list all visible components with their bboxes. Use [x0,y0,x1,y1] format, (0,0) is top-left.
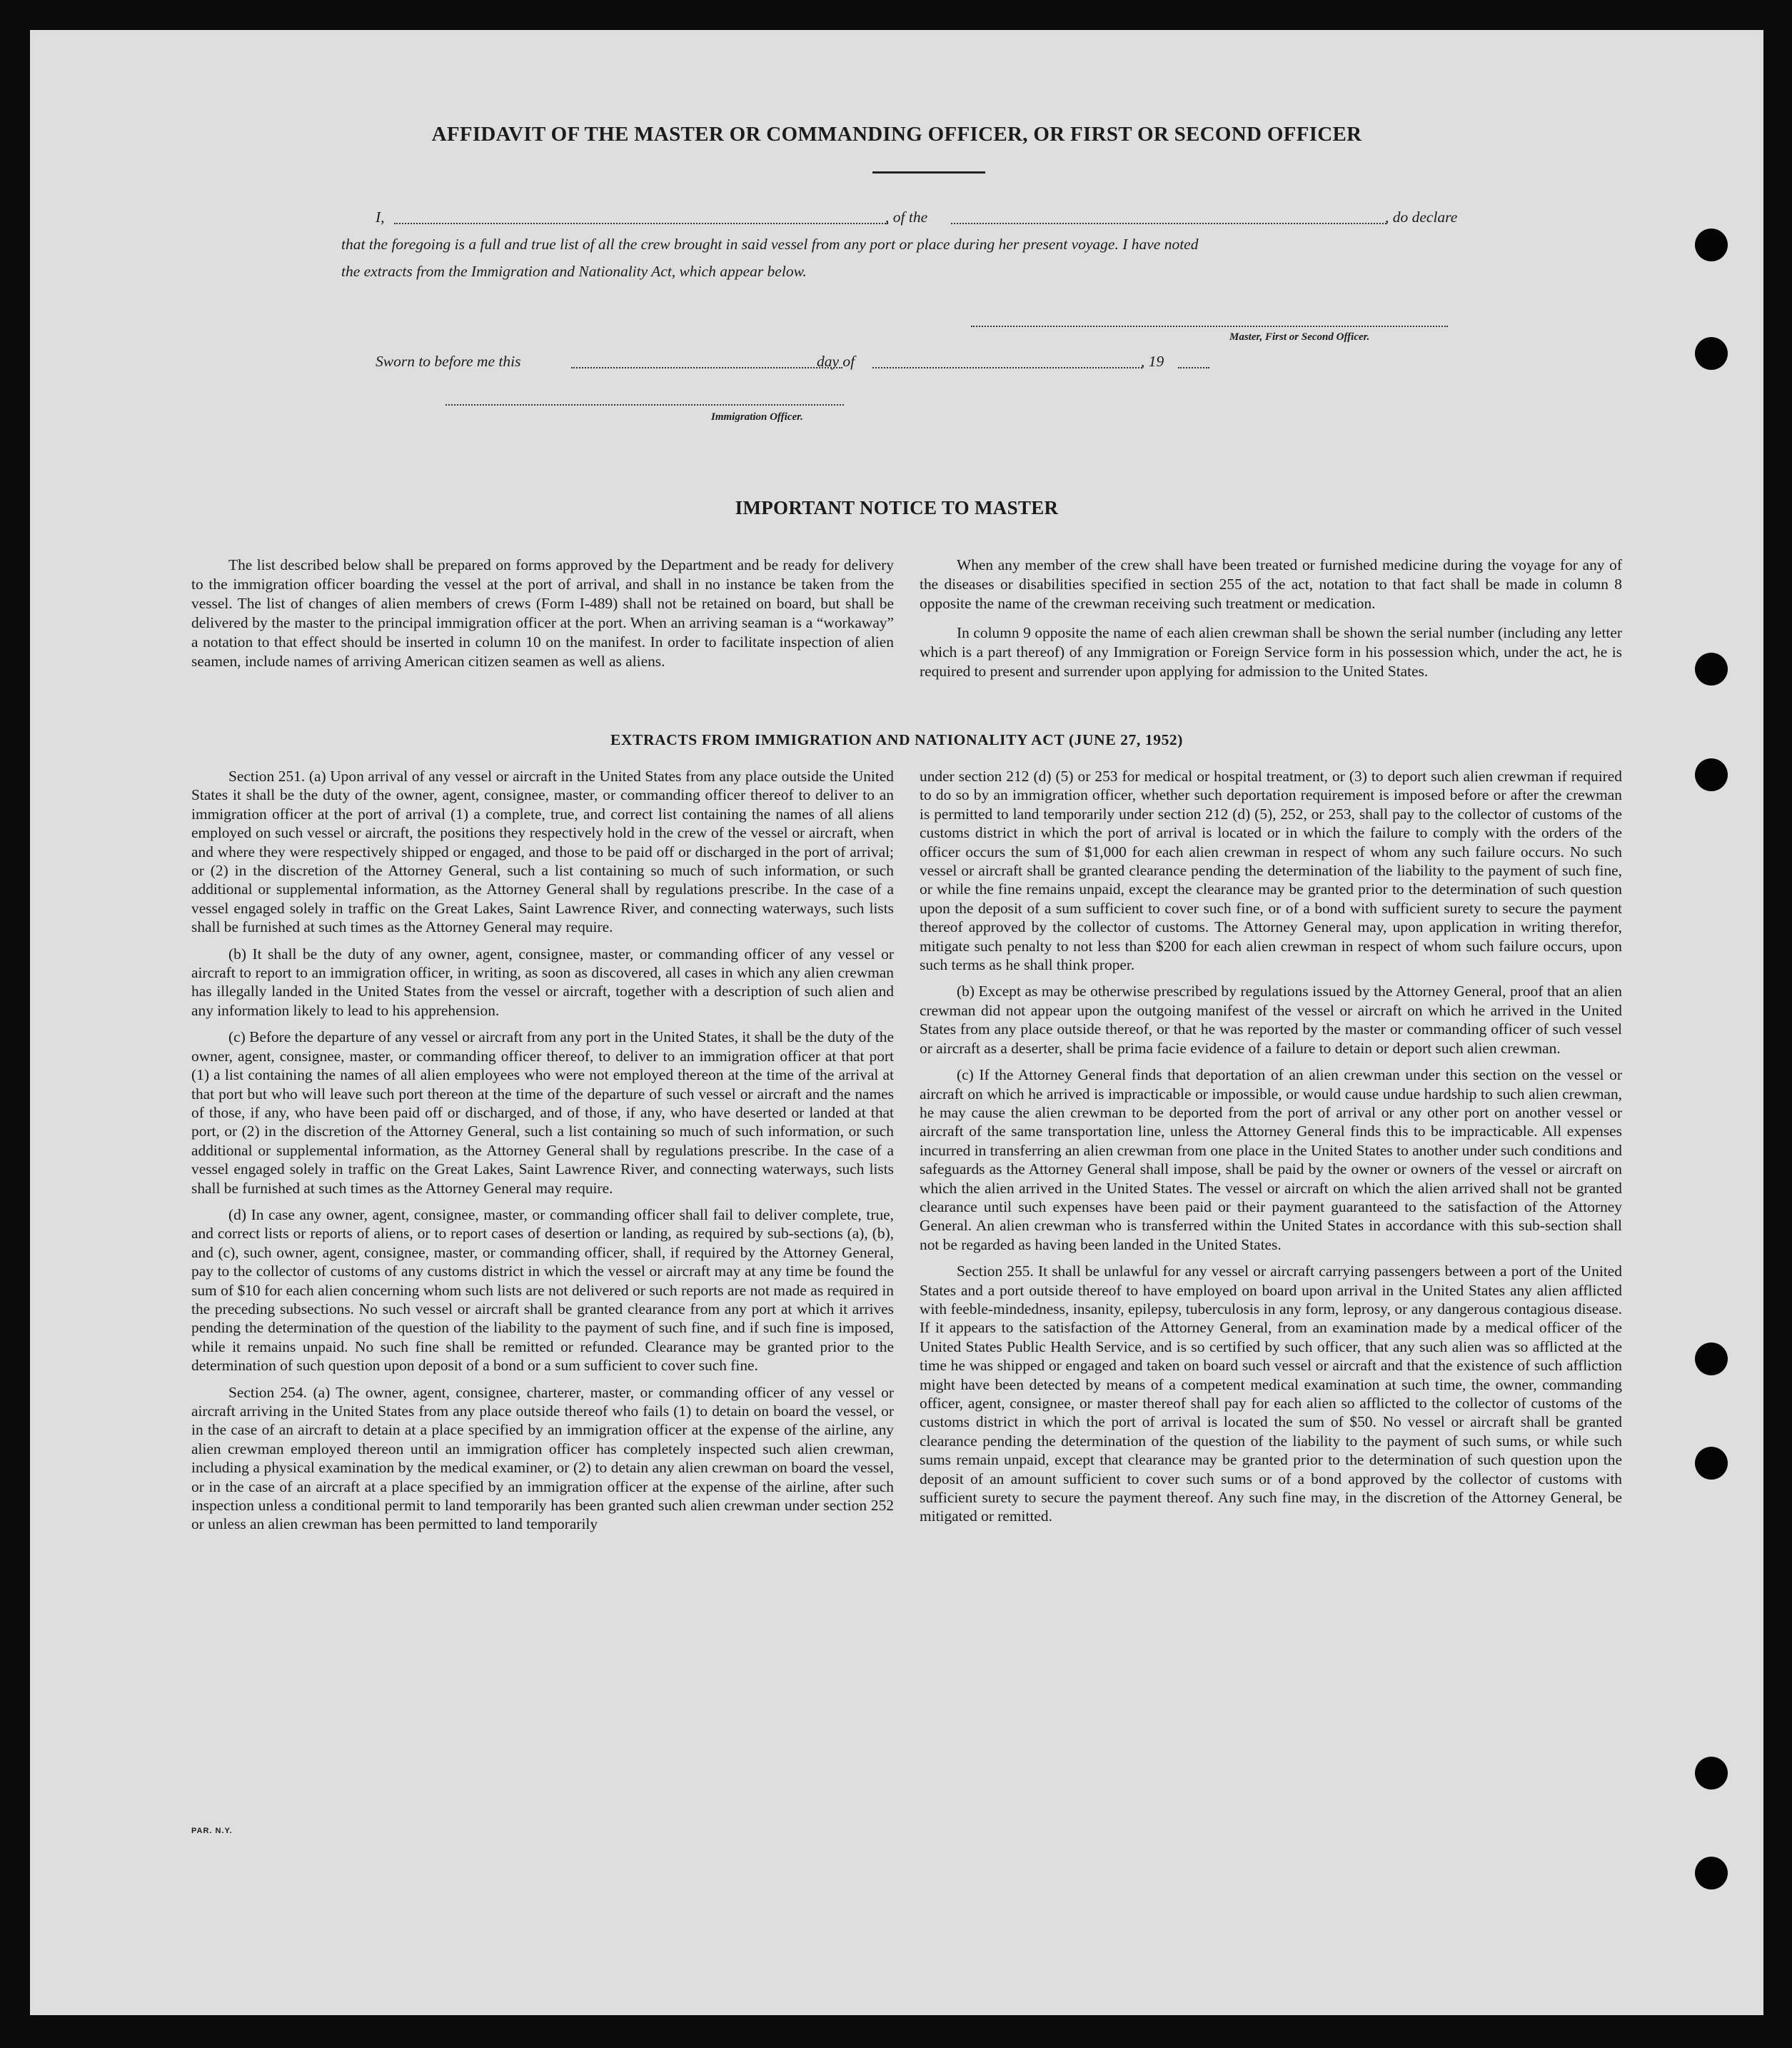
punch-hole [1695,1757,1728,1790]
sworn-year-field[interactable] [1178,367,1209,368]
sworn-day-field[interactable] [571,367,842,368]
notice-left-column [191,556,894,681]
notice-paragraph: The list described below shall be prepared on forms approved by the Department and be ready for delivery to the immigration officer boarding the vessel at the port of arrival, and shall in no instance be taken from the vessel. The list of changes of alien members of crews (Form I-489) shall not be retained on board, but shall be delivered by the master to the principal immigration officer at the port. When an arriving seaman is a “workaway” a notation to that effect should be inserted in column 10 on the manifest. In order to facilitate inspection of alien seamen, include names of arriving American citizen seamen as well as aliens. [191,556,894,670]
affidavit-do-declare: , do declare [1385,209,1458,226]
day-of-text: day of [817,353,855,370]
section-251-c: (c) Before the departure of any vessel or aircraft from any port in the United States, it shall be the duty of the owner, agent, consignee, master, or commanding officer thereof, to deliver to an immigration officer at that port (1) a list containing the names of all alien employees who were not employed thereon at the time of the arrival at that port but who will leave such port thereon at the time of the departure of such vessel or aircraft and the names of those, if any, who have been paid off or discharged, and of those, if any, who have deserted or landed at that port, or (2) in the discretion of the Attorney General, such a list containing so much of such information, or such additional or supplemental information, as the Attorney General shall by regulations prescribe. In the case of a vessel engaged solely in traffic on the Great Lakes, Saint Lawrence River, and connecting waterways, such lists shall be furnished at such times as the Attorney General may require. [191,1028,894,1197]
affidavit-statement-line-3: the extracts from the Immigration and Nationality Act, which appear below. [341,263,807,280]
affidavit-of-the: , of the [885,209,928,226]
section-255: Section 255. It shall be unlawful for any vessel or aircraft carrying passengers between a port of the United States and a port outside thereof to have employed on board upon arrival in the United States any alien afflicted with feeble-mindedness, insanity, epilepsy, tuberculosis in any form, leprosy, or any dangerous contagious disease. If it appears to the satisfaction of the Attorney General, from an examination made by a medical officer of the United States Public Health Service, and is so certified by such officer, that any such alien was so afflicted at the time he was shipped or engaged and taken on board such vessel or aircraft and that the existence of such affliction might have been detected by means of a competent medical examination at such time, the owner, commanding officer, agent, consignee, or master thereof shall pay for each alien so afflicted to the collector of customs of the customs district in which the port of arrival is located the sum of $50. No vessel or aircraft shall be granted clearance pending the determination of the question of the liability to the payment of such sums, or while such sums remain unpaid, except that clearance may be granted prior to the determination of such question upon the deposit of an amount sufficient to cover such sums or of a bond approved by the collector of customs with sufficient surety to secure the payment thereof. Any such fine may, in the discretion of the Attorney General, be mitigated or remitted. [920,1263,1622,1525]
affidavit-statement-line-2: that the foregoing is a full and true list of all the crew brought in said vessel from any port or place during her present voyage. I have noted [341,236,1199,253]
section-254-a-continued: under section 212 (d) (5) or 253 for medical or hospital treatment, or (3) to deport such alien crewman if required to do so by an immigration officer, whether such deportation requirement is imposed before or after the crewman is permitted to land temporarily under section 212 (d) (5), 252, or 253, shall pay to the collector of customs of the customs district in which the port of arrival is located or in which the failure to comply with the orders of the officer occurs the sum of $1,000 for each alien crewman in respect of whom any such failure occurs. No such vessel or aircraft shall be granted clearance pending the determination of the liability to the payment of such fine, or while the fine remains unpaid, except the clearance may be granted prior to the determination of such question upon the deposit of a sum sufficient to cover such fine, or of a bond with sufficient surety to secure the payment thereof approved by the collector of customs. The Attorney General may, upon application in writing therefor, mitigate such penalty to not less than $200 for each alien crewman in respect of whom such failure occurs, upon such terms as he shall think proper. [920,768,1622,974]
notice-paragraph: When any member of the crew shall have been treated or furnished medicine during the voyage for any of the diseases or disabilities specified in section 255 of the act, notation to that fact shall be made in column 8 opposite the name of the crewman receiving such treatment or medication. [920,556,1622,612]
affidavit-title: AFFIDAVIT OF THE MASTER OR COMMANDING OFFICER, OR FIRST OR SECOND OFFICER [431,123,1362,146]
section-254-c: (c) If the Attorney General finds that deportation of an alien crewman under this section on the vessel or aircraft on which he arrived is impracticable or impossible, or would cause undue hardship to such alien crewman, he may cause the alien crewman to be deported from the port of arrival or any other port on another vessel or aircraft of the same transportation line, unless the Attorney General finds this to be impracticable. All expenses incurred in transferring an alien crewman from one place in the United States to another under such conditions and safeguards as the Attorney General shall impose, shall be paid by the owner or owners of the vessel or aircraft on which the alien arrived in the United States. The vessel or aircraft on which the alien arrived shall not be granted clearance until such expenses have been paid or their payment guaranteed to the satisfaction of the Attorney General. An alien crewman who is transferred within the United States in accordance with this sub-section shall not be regarded as having been landed in the United States. [920,1066,1622,1253]
punch-hole [1695,653,1728,686]
year-prefix-text: , 19 [1141,353,1164,370]
immigration-officer-signature-field[interactable] [446,404,844,406]
section-251-b: (b) It shall be the duty of any owner, agent, consignee, master, or commanding officer of any vessel or aircraft to report to an immigration officer, in writing, as soon as discovered, all cases in which any alien crewman has illegally landed in the United States from the vessel or aircraft, together with a description of such alien and any information likely to lead to his apprehension. [191,945,894,1019]
printer-mark: PAR. N.Y. [191,1827,233,1835]
sworn-text: Sworn to before me this [376,353,521,370]
vessel-name-field[interactable] [951,223,1386,224]
punch-hole [1695,229,1728,261]
master-signature-label: Master, First or Second Officer. [1229,331,1370,343]
sworn-month-field[interactable] [872,367,1142,368]
title-underline [872,171,985,174]
punch-hole [1695,1857,1728,1889]
punch-hole [1695,337,1728,370]
notice-right-column [920,556,1622,691]
extracts-left-column [191,767,894,1542]
punch-hole [1695,1447,1728,1480]
section-254-b: (b) Except as may be otherwise prescribed by regulations issued by the Attorney General, proof that an alien crewman did not appear upon the outgoing manifest of the vessel or aircraft on which he arrived in the United States from any place outside thereof, or that he was reported by the master or commanding officer of such vessel or aircraft as a deserter, shall be prima facie evidence of a failure to detain or deport such alien crewman. [920,983,1622,1057]
punch-hole [1695,1342,1728,1375]
section-254-a: Section 254. (a) The owner, agent, consignee, charterer, master, or commanding officer of any vessel or aircraft arriving in the United States from any place outside thereof who fails (1) to detain on board the vessel, or in the case of an aircraft to detain at a place specified by an immigration officer at the expense of the airline, any alien crewman employed thereon until an immigration officer has completely inspected such alien crewman, including a physical examination by the medical examiner, or (2) to detain any alien crewman on board the vessel, or in the case of an aircraft at a place specified by an immigration officer at the expense of the airline, after such inspection unless a conditional permit to land temporarily has been granted such alien crewman under section 252 or unless an alien crewman has been permitted to land temporarily [191,1383,894,1533]
section-251-a: Section 251. (a) Upon arrival of any vessel or aircraft in the United States from any place outside the United States it shall be the duty of the owner, agent, consignee, master, or commanding officer thereof to deliver to an immigration officer at the port of arrival (1) a complete, true, and correct list containing the names of all aliens employed on such vessel or aircraft, the positions they respectively hold in the crew of the vessel or aircraft, when and where they were respectively shipped or engaged, and those to be paid off or discharged in the port of arrival; or (2) in the discretion of the Attorney General, such a list containing so much of such information, or such additional or supplemental information, as the Attorney General shall by regulations prescribe. In the case of a vessel engaged solely in traffic on the Great Lakes, Saint Lawrence River, and connecting waterways, such lists shall be furnished at such times as the Attorney General may require. [191,768,894,936]
extracts-right-column [920,767,1622,1534]
extracts-title: EXTRACTS FROM IMMIGRATION AND NATIONALITY ACT (JUNE 27, 1952) [610,731,1184,748]
section-251-d: (d) In case any owner, agent, consignee, master, or commanding officer shall fail to deliver complete, true, and correct lists or reports of aliens, or to report cases of desertion or landing, as required by sub-sections (a), (b), and (c), such owner, agent, consignee, master, or commanding officer, shall, if required by the Attorney General, pay to the collector of customs of any customs district in which the vessel or aircraft may at any time be found the sum of $10 for each alien concerning whom such lists are not delivered or such reports are not made as required in the preceding subsections. No such vessel or aircraft shall be granted clearance from any port at which it arrives pending the determination of the question of the liability to the payment of such fine, and if such fine is imposed, while it remains unpaid. No such fine shall be remitted or refunded. Clearance may be granted prior to the determination of such question upon deposit of a bond or a sum sufficient to cover such fine. [191,1205,894,1375]
form-page [30,30,1763,2015]
notice-title: IMPORTANT NOTICE TO MASTER [735,497,1059,518]
affidavit-i: I, [376,209,385,226]
master-signature-field[interactable] [971,326,1448,327]
immigration-officer-label: Immigration Officer. [711,411,803,423]
declarant-name-field[interactable] [394,223,888,224]
punch-hole [1695,758,1728,791]
notice-paragraph: In column 9 opposite the name of each alien crewman shall be shown the serial number (including any letter which is a part thereof) of any Immigration or Foreign Service form in his possession which, under the act, he is required to present and surrender upon applying for admission to the United States. [920,624,1622,680]
